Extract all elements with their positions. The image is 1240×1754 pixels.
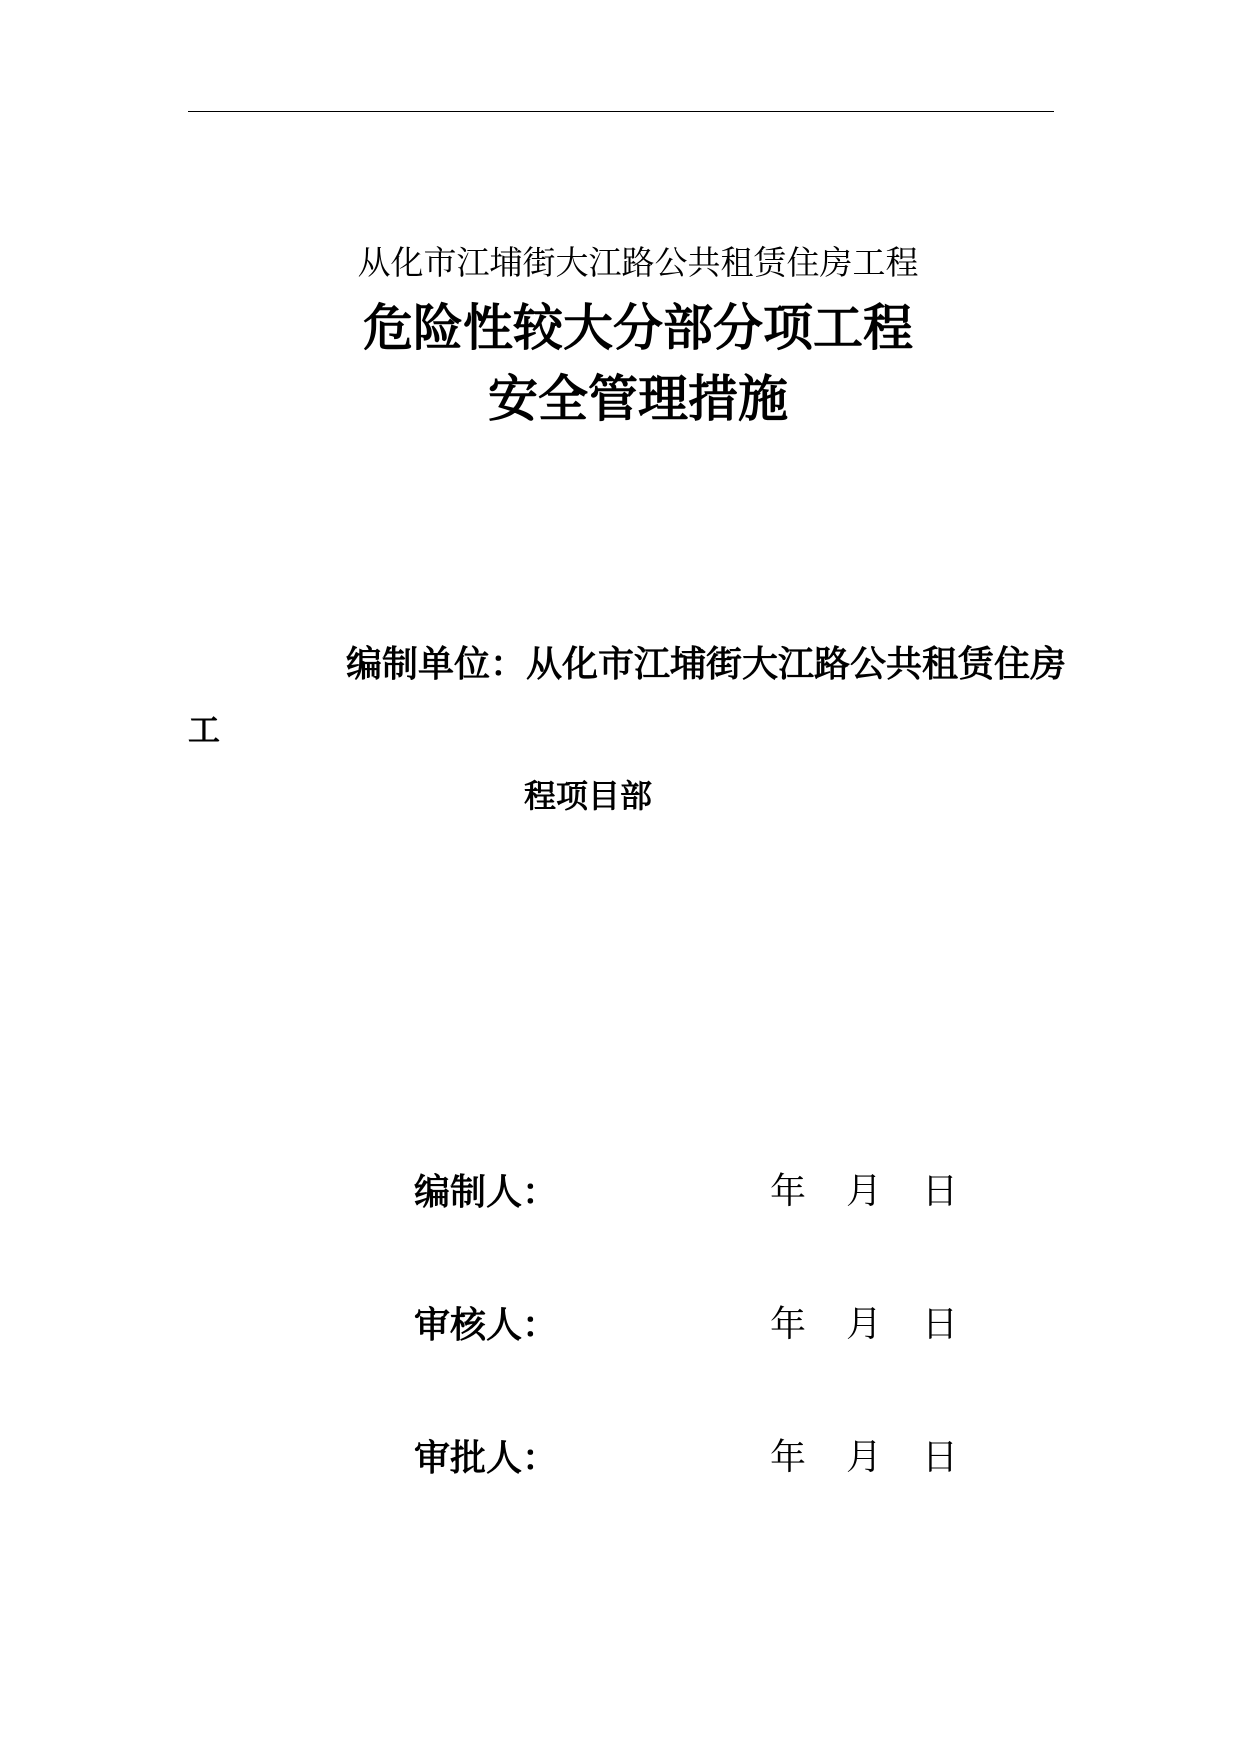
main-title: 危险性较大分部分项工程 — [363, 298, 913, 357]
date-year: 年 — [770, 1171, 807, 1212]
signature-label: 审核人： — [414, 1304, 559, 1346]
date-year: 年 — [770, 1437, 807, 1478]
date-day: 日 — [922, 1437, 959, 1478]
sub-title: 安全管理措施 — [488, 369, 788, 428]
signature-label: 编制人： — [414, 1171, 559, 1213]
header-rule — [188, 111, 1054, 112]
signature-row-reviewer — [0, 1304, 1240, 1351]
signature-label: 审批人： — [414, 1437, 559, 1479]
project-name: 从化市江埔街大江路公共租赁住房工程 — [357, 243, 919, 282]
date-year: 年 — [770, 1304, 807, 1345]
signature-row-approver — [0, 1437, 1240, 1484]
organization-name-part-3: 程项目部 — [524, 777, 653, 815]
date-month: 月 — [846, 1171, 883, 1212]
date-day: 日 — [922, 1304, 959, 1345]
date-month: 月 — [846, 1437, 883, 1478]
organization-name-part-1: 从化市江埔街大江路公共租赁住房 — [526, 643, 1067, 685]
organization-line-1 — [346, 643, 1067, 685]
organization-label: 编制单位： — [346, 643, 527, 685]
organization-name-part-2: 工 — [188, 711, 221, 749]
date-month: 月 — [846, 1304, 883, 1345]
date-day: 日 — [922, 1171, 959, 1212]
signature-row-compiler — [0, 1171, 1240, 1218]
